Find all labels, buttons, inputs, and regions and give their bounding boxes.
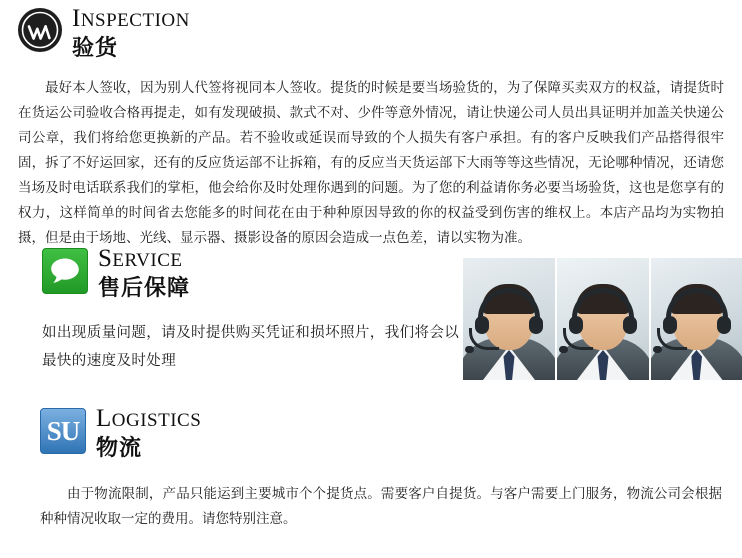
logistics-title-en	[96, 405, 202, 432]
call-center-agents-photo	[463, 258, 742, 380]
speech-bubble-icon	[42, 248, 88, 294]
service-title-en	[98, 245, 190, 272]
service-title-block	[98, 245, 191, 301]
logistics-title-block	[96, 405, 202, 461]
logistics-title-cn: 物流	[96, 435, 143, 460]
section-logistics	[40, 405, 732, 531]
section-inspection	[18, 5, 724, 250]
service-title-cn: 售后保障	[98, 275, 191, 300]
photo-panel-left	[463, 258, 555, 380]
logistics-heading	[40, 405, 732, 461]
photo-panel-right	[651, 258, 742, 380]
logistics-paragraph: 由于物流限制，产品只能运到主要城市个个提货点。需要客户自提货。与客户需要上门服务，物流公司会根据种种情况收取一定的费用。请您特别注意。	[40, 486, 722, 526]
inspection-heading	[18, 5, 724, 61]
inspection-title-en-initial: I	[72, 5, 81, 32]
stumbleupon-su-icon-label: SU	[46, 416, 80, 446]
wordpress-w-icon	[18, 8, 62, 52]
stumbleupon-su-icon	[40, 408, 86, 454]
logistics-title-en-initial: L	[96, 405, 112, 432]
inspection-title-en-rest: NSPECTION	[80, 10, 190, 31]
inspection-paragraph: 最好本人签收，因为别人代签将视同本人签收。提货的时候是要当场验货的，为了保障买卖双方的权益，请提货时在货运公司验收合格再提走，如有发现破损、款式不对、少件等意外情况，请让快递公司人员出具证明并加盖关快递公司公章，我们将给您更换新的产品。若不验收或延误而导致的个人损失有客户承担。有的客户反映我们产品搭得很牢固，拆了不好运回家，还有的反应货运部不让拆箱，有的反应当天货运部下大雨等等这些情况，无论哪种情况，还请您当场及时电话联系我们的掌柜，他会给你及时处理你遇到的问题。为了您的利益请你务必要当场验货，这也是您享有的权力，这样简单的时间省去您能多的时间花在由于种种原因导致的你的权益受到伤害的维权上。本店产品均为实物拍摄，但是由于场地、光线、显示器、摄影设备的原因会造成一点色差，请以实物为准。	[18, 80, 724, 245]
service-title-en-initial: S	[98, 245, 113, 272]
service-paragraph: 如出现质量问题，请及时提供购买凭证和损坏照片，我们将会以最快的速度及时处理	[42, 325, 460, 369]
inspection-title-en	[72, 5, 190, 32]
photo-panel-center	[557, 258, 649, 380]
service-title-en-rest: ERVICE	[112, 250, 183, 271]
logistics-title-en-rest: OGISTICS	[111, 410, 202, 431]
inspection-title-cn: 验货	[72, 35, 119, 60]
inspection-title-block	[72, 5, 190, 61]
